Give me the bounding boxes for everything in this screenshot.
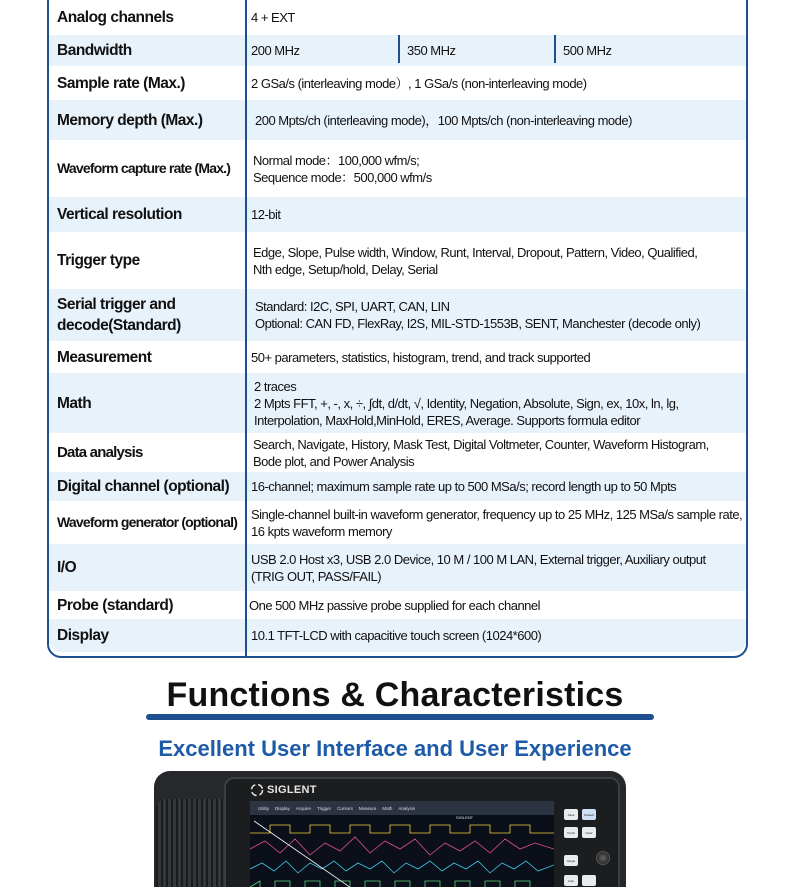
brand-name: SIGLENT (267, 784, 317, 796)
spec-value: 16-channel; maximum sample rate up to 500 MSa/s; record length up to 50 Mpts (251, 479, 677, 494)
front-panel-keys (558, 799, 616, 887)
spec-value (253, 140, 744, 197)
spec-value (251, 501, 744, 544)
spec-value: One 500 MHz passive probe supplied for each channel (249, 597, 541, 613)
spec-row-trigger-type (49, 232, 746, 289)
spec-line: Sequence mode：500,000 wfm/s (253, 169, 432, 185)
spec-row-capture-rate (49, 140, 746, 197)
front-key: Save (564, 809, 578, 820)
spec-label: Analog channels (57, 9, 174, 26)
screen-menu-item: Math (382, 805, 393, 811)
spec-value: 200 Mpts/ch (interleaving mode)，100 Mpts/ch (non-interleaving mode) (255, 112, 632, 128)
spec-value: 4 + EXT (251, 10, 295, 25)
spec-value: 12-bit (251, 207, 281, 222)
screen-menu-item: Acquire (295, 805, 312, 811)
front-key: Clear (582, 827, 596, 838)
spec-label: Digital channel (optional) (57, 478, 230, 495)
spec-value (254, 373, 744, 433)
spec-value: 50+ parameters, statistics, histogram, trend, and track supported (251, 349, 591, 365)
screen-menu (250, 801, 554, 815)
spec-label: Vertical resolution (57, 206, 182, 223)
waveform-traces (250, 819, 554, 887)
spec-label: Display (57, 627, 109, 644)
screen-menu-item: Trigger (317, 805, 332, 811)
spec-row-digital-channel (49, 472, 746, 501)
spec-value: 2 GSa/s (interleaving mode）, 1 GSa/s (non-interleaving mode) (251, 75, 587, 91)
spec-label: Trigger type (57, 252, 140, 269)
section-title: Functions & Characteristics (166, 676, 624, 714)
spec-row-waveform-generator (49, 501, 746, 544)
spec-value (251, 544, 744, 591)
spec-line: Bode plot, and Power Analysis (253, 453, 415, 469)
front-key: Default (582, 809, 596, 820)
spec-row-serial-trigger (49, 289, 746, 341)
trace-pink (250, 837, 554, 855)
spec-line: 16 kpts waveform memory (251, 523, 392, 539)
spec-label: Probe (standard) (57, 596, 174, 614)
spec-row-analog-channels (49, 0, 746, 35)
spec-line: Single-channel built-in waveform generator, frequency up to 25 MHz, 125 MSa/s sample rate, (251, 506, 743, 522)
spec-label: Memory depth (Max.) (57, 111, 203, 129)
spec-row-memory-depth (49, 100, 746, 140)
screen-menu-item: Analysis (398, 805, 416, 811)
screen-menu-item: Cursors (337, 805, 353, 811)
spec-line: 2 Mpts FFT, +, -, x, ÷, ∫dt, d/dt, √, Identity, Negation, Absolute, Sign, ex, 10x, ln, lg, (254, 395, 679, 411)
spec-label: Sample rate (Max.) (57, 74, 185, 92)
spec-label: Bandwidth (57, 42, 132, 59)
front-key: Auto (564, 875, 578, 886)
spec-label: Waveform capture rate (Max.) (57, 160, 231, 176)
spec-line: Interpolation, MaxHold,MinHold, ERES, Average. Supports formula editor (254, 412, 641, 428)
spec-value (253, 433, 744, 472)
screen-info: SIGLENT (456, 815, 474, 820)
bandwidth-option: 500 MHz (563, 43, 612, 58)
spec-label: Math (57, 394, 92, 412)
spec-row-measurement (49, 341, 746, 373)
spec-row-sample-rate (49, 66, 746, 100)
section-subtitle: Excellent User Interface and User Experience (158, 736, 632, 761)
bandwidth-divider (398, 35, 400, 63)
oscilloscope-image (154, 771, 626, 887)
spec-row-probe (49, 591, 746, 619)
title-underline (146, 714, 654, 720)
spec-line: Nth edge, Setup/hold, Delay, Serial (253, 261, 438, 277)
spec-row-vertical-resolution (49, 197, 746, 232)
spec-column-divider (245, 0, 247, 657)
spec-value (255, 289, 744, 341)
spec-label: Data analysis (57, 444, 143, 461)
spec-label: Waveform generator (optional) (57, 514, 238, 530)
screen-menu-item: Utility (258, 805, 269, 811)
spec-line: Search, Navigate, History, Mask Test, Digital Voltmeter, Counter, Waveform Histogram, (253, 436, 709, 452)
spec-row-bandwidth (49, 35, 746, 66)
spec-label: Measurement (57, 348, 152, 366)
front-key: Single (564, 855, 578, 866)
spec-label: Serial trigger and decode(Standard) (57, 296, 181, 334)
trace-green (250, 881, 554, 887)
spec-line: Standard: I2C, SPI, UART, CAN, LIN (255, 299, 450, 314)
spec-row-display (49, 619, 746, 652)
device-screen (250, 801, 554, 887)
screen-menu-item: Measure (358, 805, 377, 811)
trace-yellow (250, 825, 554, 833)
spec-line: 2 traces (254, 378, 297, 394)
spec-row-math (49, 373, 746, 433)
spec-label: I/O (57, 559, 77, 576)
spec-value: 10.1 TFT-LCD with capacitive touch screen (1024*600) (251, 628, 542, 643)
trace-cyan (250, 861, 554, 873)
spec-line: Optional: CAN FD, FlexRay, I2S, MIL-STD-1553B, SENT, Manchester (decode only) (255, 316, 701, 331)
touch-pointer-line (254, 821, 370, 887)
bandwidth-option: 200 MHz (251, 43, 300, 58)
spec-row-io (49, 544, 746, 591)
spec-value (253, 232, 744, 289)
spec-line: Normal mode：100,000 wfm/s; (253, 152, 420, 168)
spec-line: USB 2.0 Host x3, USB 2.0 Device, 10 M / 100 M LAN, External trigger, Auxiliary output (251, 551, 706, 567)
screen-menu-item: Display (275, 805, 290, 811)
siglent-logo-icon (250, 783, 264, 797)
bandwidth-option: 350 MHz (407, 43, 456, 58)
front-key-blank (582, 875, 596, 886)
bandwidth-divider (554, 35, 556, 63)
front-key: Touch (564, 827, 578, 838)
brand-logo (250, 783, 317, 797)
spec-line: Edge, Slope, Pulse width, Window, Runt, Interval, Dropout, Pattern, Video, Qualified, (253, 244, 698, 260)
device-vents (156, 799, 226, 887)
spec-line: (TRIG OUT, PASS/FAIL) (251, 568, 382, 584)
control-knob-icon (596, 851, 610, 865)
spec-row-data-analysis (49, 433, 746, 472)
